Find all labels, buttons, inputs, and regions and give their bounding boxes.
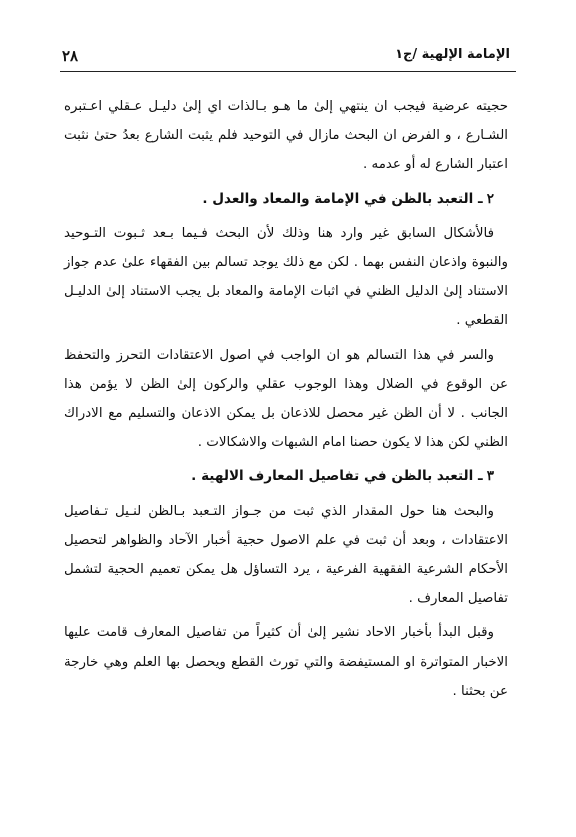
section-heading bbox=[64, 462, 508, 491]
page-header bbox=[60, 42, 516, 72]
body-paragraph: والسر في هذا التسالم هو ان الواجب في اصول الاعتقادات التحرز والتحفظ عن الوقوع في الضلال وهذا الوجوب عقلي والركون إلىٰ الظن لا يؤمن هذا الجانب . لا أن الظن غير محصل للاذعان بل يمكن الاذعان والتسليم مع الادراك الظني لكن هذا لا يكون حصنا امام الشبهات والاشكالات . bbox=[64, 347, 508, 451]
page-number: ٢٨ bbox=[62, 47, 79, 65]
body-paragraph: وقبل البدأ بأخبار الاحاد نشير إلىٰ أن كثيراً من تفاصيل المعارف قامت عليها الاخبار المتواترة او المستيفضة والتي تورث القطع ويحصل بها العلم وهي خارجة عن بحثنا . bbox=[64, 625, 508, 699]
section-number: ٢ bbox=[486, 190, 494, 207]
page-body bbox=[64, 92, 508, 706]
body-paragraph: حجيته عرضية فيجب ان ينتهي إلىٰ ما هـو بـالذات اي إلىٰ دليـل عـقلي اعـتبره الشـارع ، و الفرض ان البحث مازال في التوحيد فلم يثبت الشارع بعدُ حتىٰ نثبت اعتبار الشارع له أو عدمه . bbox=[64, 99, 508, 173]
header-rule bbox=[60, 71, 516, 72]
section-title: ـ التعبد بالظن في تفاصيل المعارف الالهية . bbox=[191, 468, 483, 485]
section-title: ـ التعبد بالظن في الإمامة والمعاد والعدل . bbox=[202, 190, 483, 207]
section-heading bbox=[64, 185, 508, 214]
running-title: الإمامة الإلهية /ج١ bbox=[395, 47, 510, 62]
body-paragraph: فالأشكال السابق غير وارد هنا وذلك لأن البحث فـيما بـعد ثـبوت التـوحيد والنبوة واذعان النفس بهما . لكن مع ذلك يوجد تسالم بين الفقهاء علىٰ عدم جواز الاستناد إلىٰ الدليل الظني في اثبات الإمامة والمعاد بل يجب الاستناد إلىٰ الدليـل القطعي . bbox=[64, 225, 508, 329]
section-number: ٣ bbox=[486, 468, 494, 485]
body-paragraph: والبحث هنا حول المقدار الذي ثبت من جـواز التـعبد بـالظن لنـيل تـفاصيل الاعتقادات ، وبعد أن ثبت في علم الاصول حجية أخبار الآحاد والظواهر لتحصيل الأحكام الشرعية الفقهية الفرعية ، يرد التساؤل هل يمكن تعميم الحجية لتشمل تفاصيل المعارف . bbox=[64, 503, 508, 607]
